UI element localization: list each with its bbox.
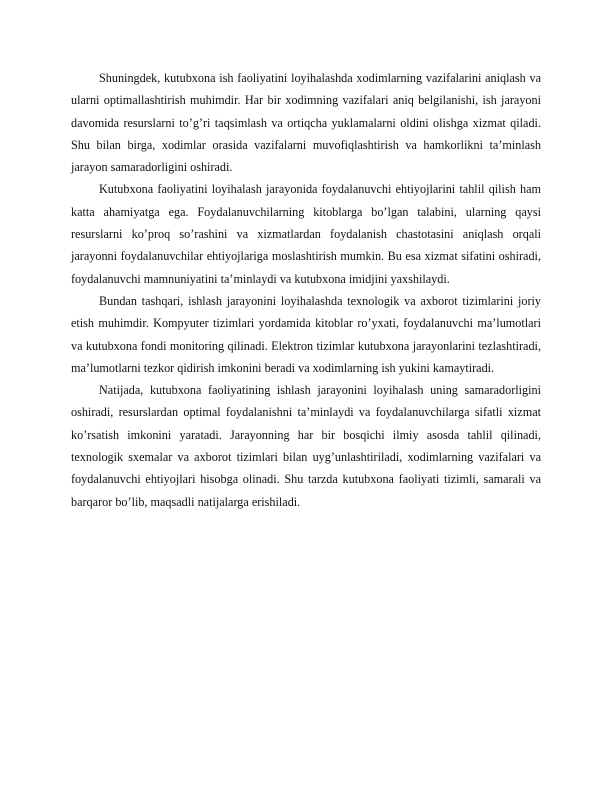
paragraph-staff-duties: Shuningdek, kutubxona ish faoliyatini loyihalashda xodimlarning vazifalarini aniqlash va ularni optimallashtirish muhimdir. Har bir xodimning vazifalari aniq belgilanishi, ish jarayoni davomida resurslarni to’g’ri taqsimlash va ortiqcha yuklamalarni oldini olishga xizmat qiladi. Shu bilan birga, xodimlar orasida vazifalarni muvofiqlashtirish va hamkorlikni ta’minlash jarayon samaradorligini oshiradi. [71,71,541,175]
paragraph-information-systems: Bundan tashqari, ishlash jarayonini loyihalashda texnologik va axborot tizimlarini joriy etish muhimdir. Kompyuter tizimlari yordamida kitoblar ro’yxati, foydalanuvchi ma’lumotlari va kutubxona fondi monitoring qilinadi. Elektron tizimlar kutubxona jarayonlarini tezlashtiradi, ma’lumotlarni tezkor qidirish imkonini beradi va xodimlarning ish yukini kamaytiradi. [71,293,541,375]
document-body [71,67,541,513]
paragraph-user-needs: Kutubxona faoliyatini loyihalash jarayonida foydalanuvchi ehtiyojlarini tahlil qilish ham katta ahamiyatga ega. Foydalanuvchilarning kitoblarga bo’lgan talabini, ularning qaysi resurslarni ko’proq so’rashini va xizmatlardan foydalanish chastotasini aniqlash orqali jarayonni foydalanuvchilar ehtiyojlariga moslashtirish mumkin. Bu esa xizmat sifatini oshiradi, foydalanuvchi mamnuniyatini ta’minlaydi va kutubxona imidjini yaxshilaydi. [71,182,541,286]
paragraph-conclusion: Natijada, kutubxona faoliyatining ishlash jarayonini loyihalash uning samaradorligini oshiradi, resurslardan optimal foydalanishni ta’minlaydi va foydalanuvchilarga sifatli xizmat ko’rsatish imkonini yaratadi. Jarayonning har bir bosqichi ilmiy asosda tahlil qilinadi, texnologik sxemalar va axborot tizimlari bilan uyg’unlashtiriladi, xodimlarning vazifalari va foydalanuvchi ehtiyojlari hisobga olinadi. Shu tarzda kutubxona faoliyati tizimli, samarali va barqaror bo’lib, maqsadli natijalarga erishiladi. [71,383,541,509]
